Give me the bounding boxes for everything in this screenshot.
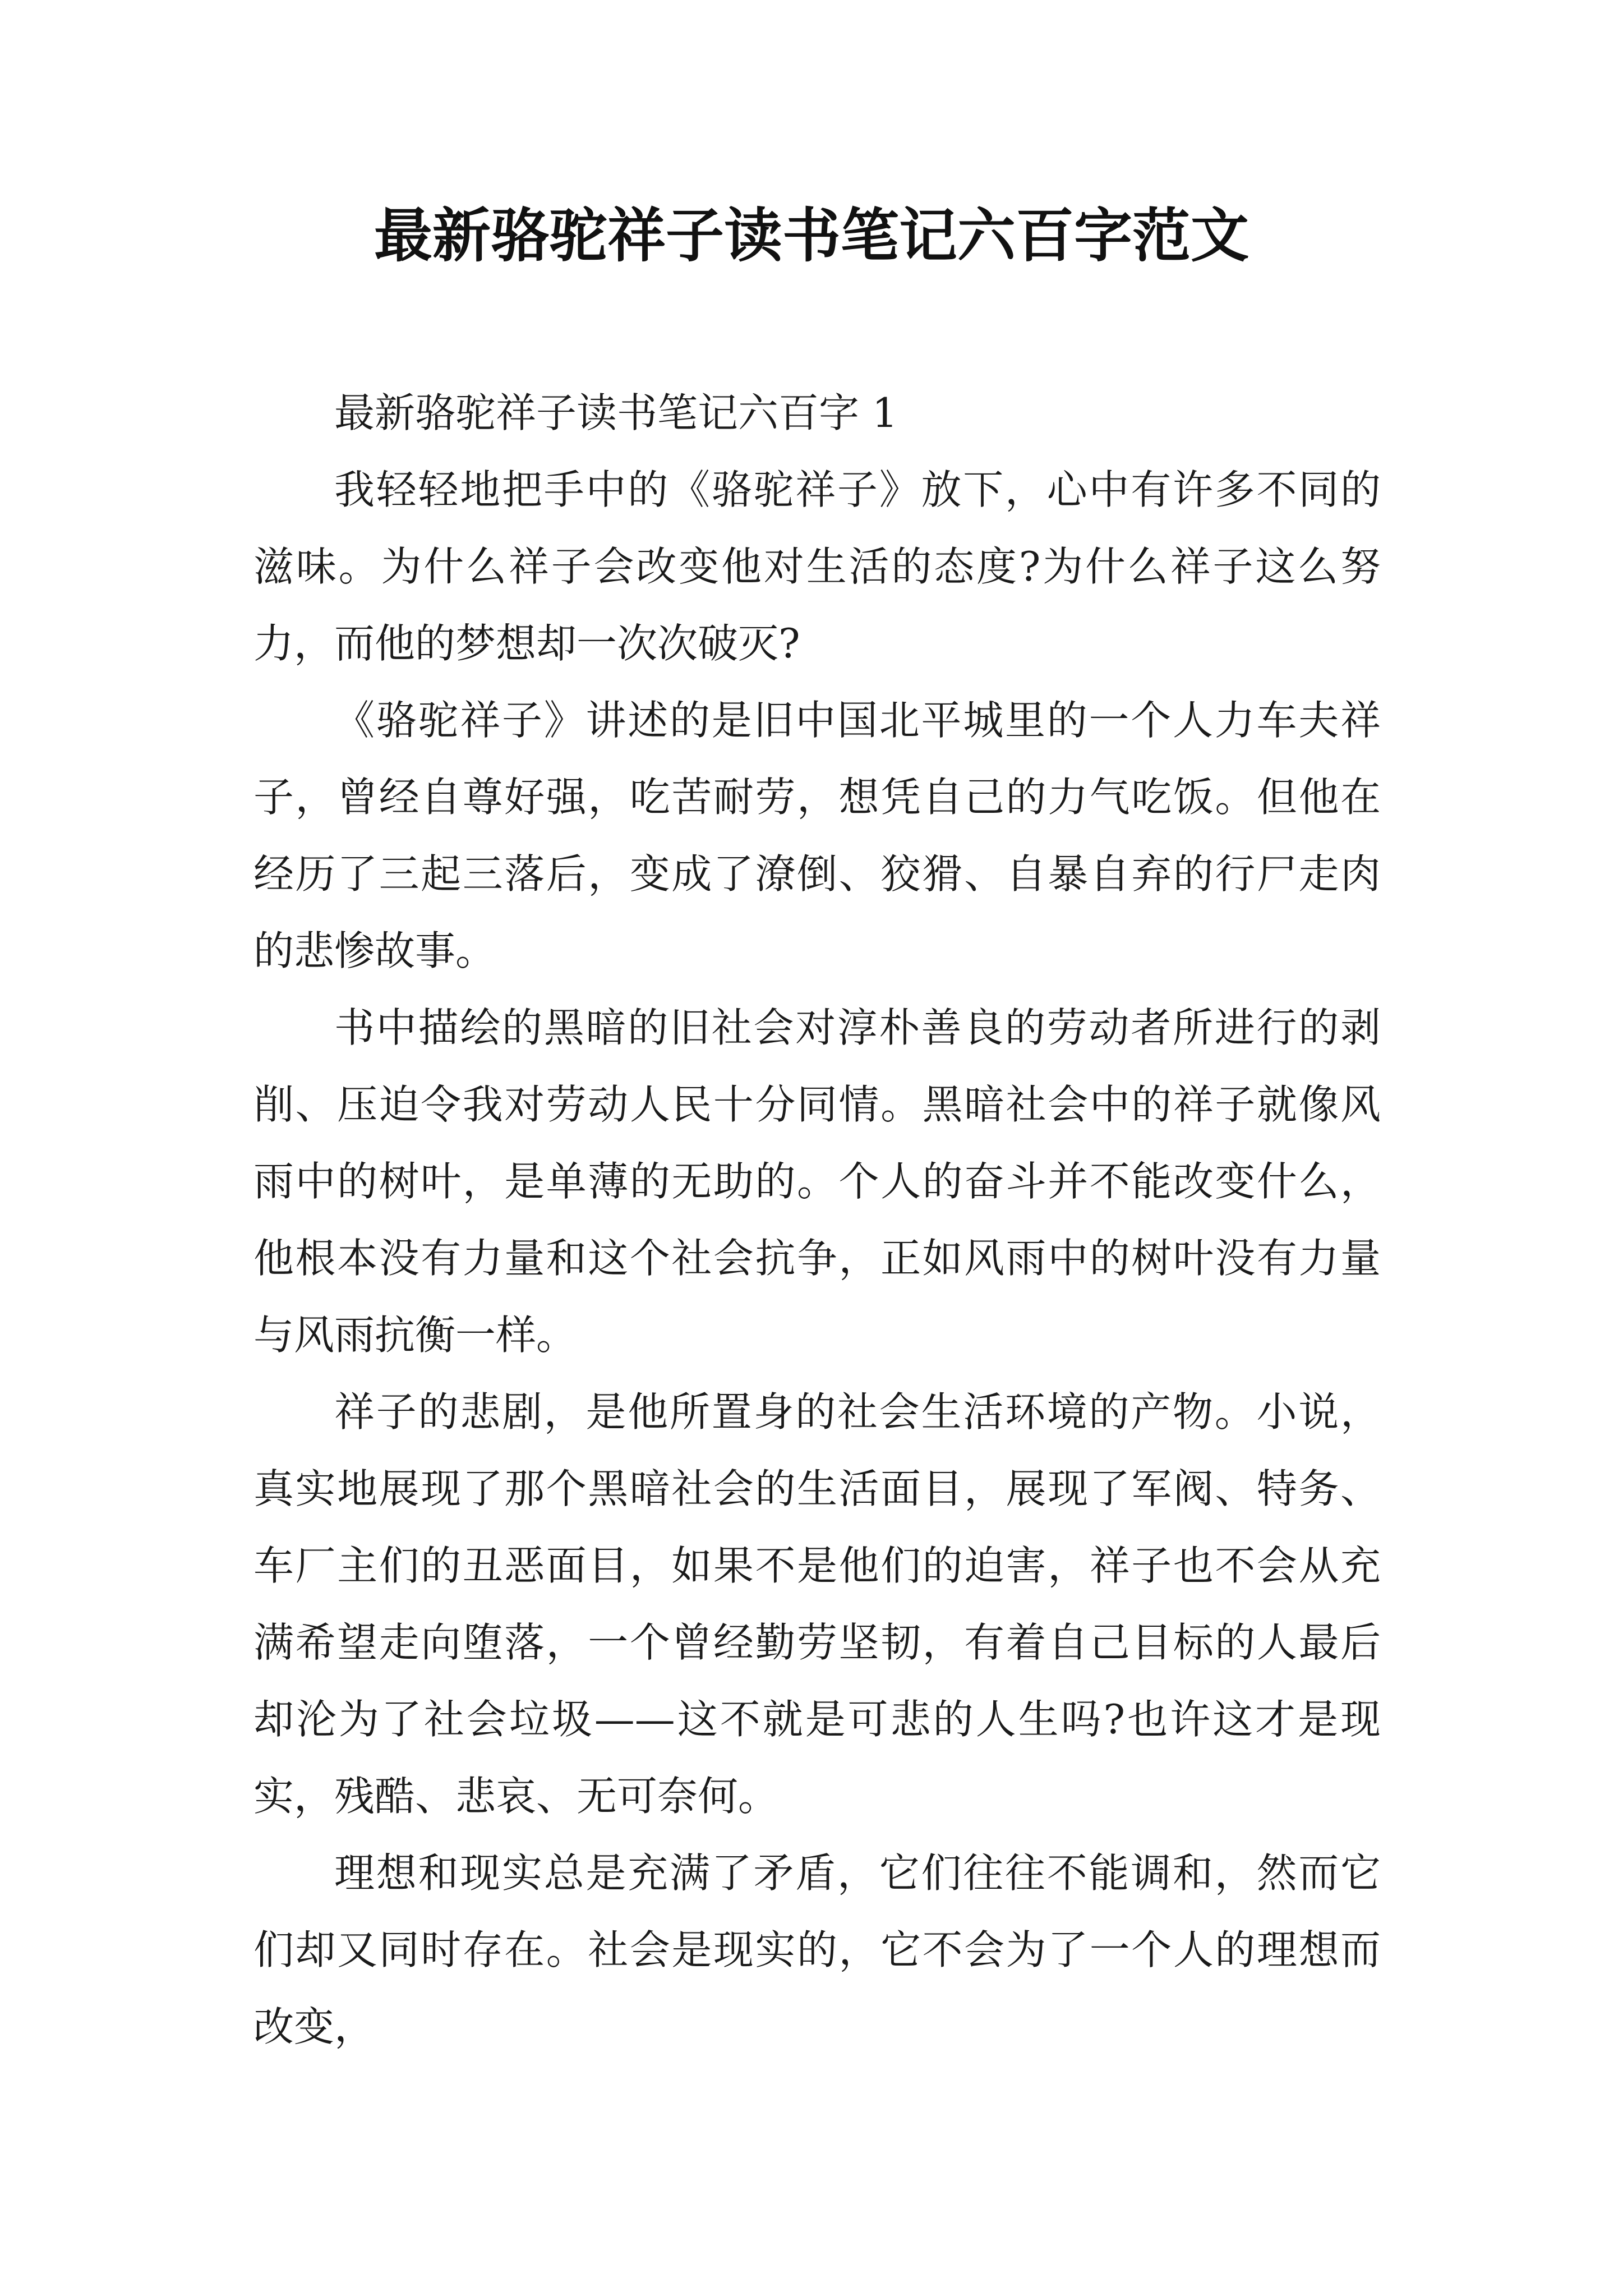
body-paragraph: 祥子的悲剧，是他所置身的社会生活环境的产物。小说，真实地展现了那个黑暗社会的生活面目，展现了军阀、特务、车厂主们的丑恶面目，如果不是他们的迫害，祥子也不会从充满希望走向堕落，一个曾经勤劳坚韧，有着自己目标的人最后却沦为了社会垃圾——这不就是可悲的人生吗?也许这才是现实，残酷、悲哀、无可奈何。 [253,1388,1381,1820]
document-title: 最新骆驼祥子读书笔记六百字范文 [374,201,1249,270]
document-body [253,375,1381,2065]
body-paragraph: 《骆驼祥子》讲述的是旧中国北平城里的一个人力车夫祥子，曾经自尊好强，吃苦耐劳，想凭自己的力气吃饭。但他在经历了三起三落后，变成了潦倒、狡猾、自暴自弃的行尸走肉的悲惨故事。 [253,697,1381,974]
body-paragraph: 我轻轻地把手中的《骆驼祥子》放下，心中有许多不同的滋味。为什么祥子会改变他对生活的态度?为什么祥子这么努力，而他的梦想却一次次破灭? [253,466,1381,667]
body-paragraph: 理想和现实总是充满了矛盾，它们往往不能调和，然而它们却又同时存在。社会是现实的，它不会为了一个人的理想而改变， [253,1849,1381,2050]
section-heading: 最新骆驼祥子读书笔记六百字 1 [334,389,898,436]
body-paragraph: 书中描绘的黑暗的旧社会对淳朴善良的劳动者所进行的剥削、压迫令我对劳动人民十分同情。黑暗社会中的祥子就像风雨中的树叶，是单薄的无助的。个人的奋斗并不能改变什么，他根本没有力量和这个社会抗争，正如风雨中的树叶没有力量与风雨抗衡一样。 [253,1004,1381,1359]
